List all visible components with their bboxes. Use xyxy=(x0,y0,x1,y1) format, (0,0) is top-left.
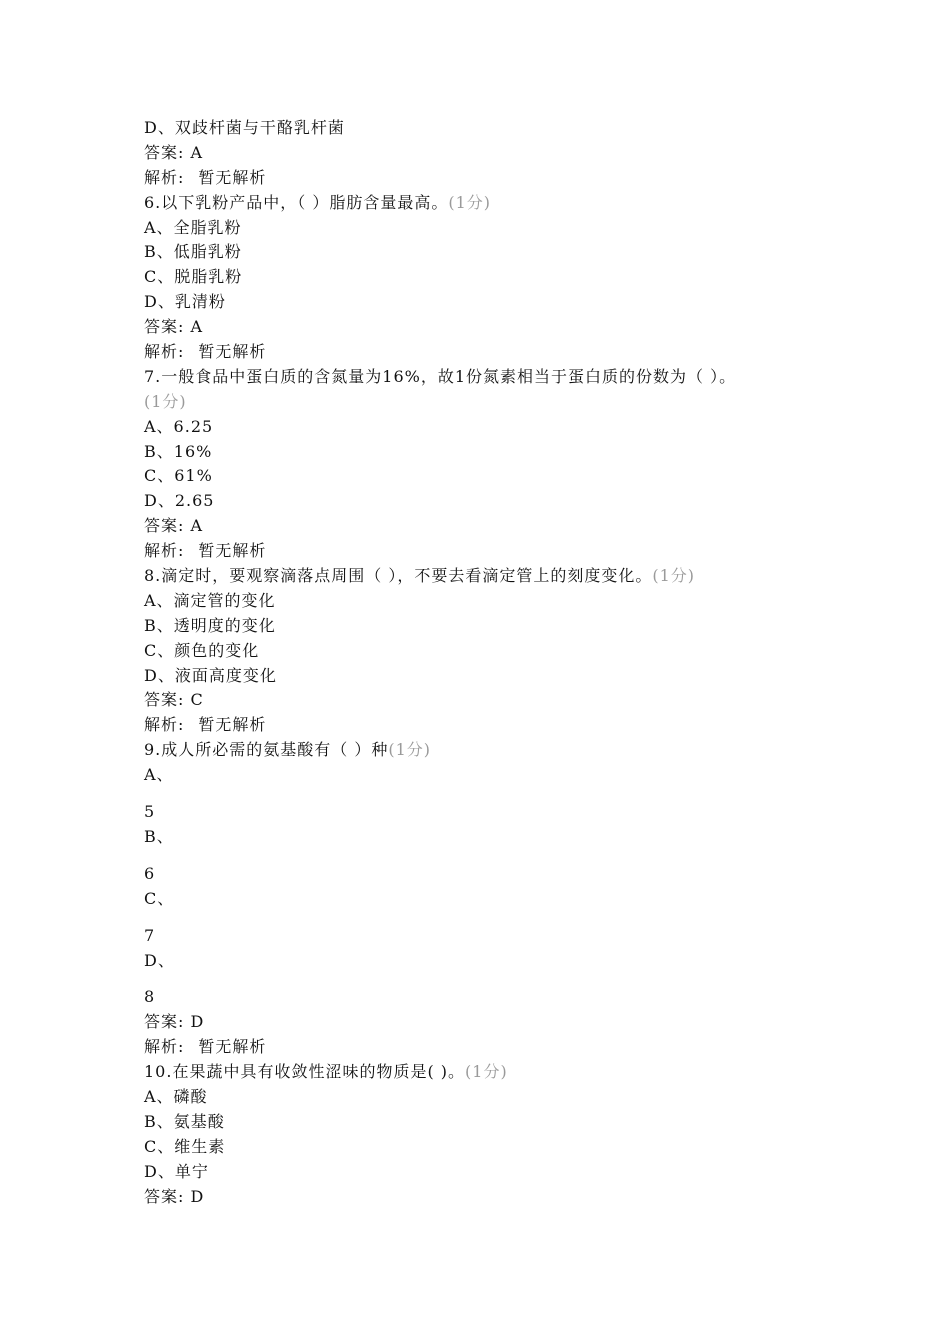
option-d: D、双歧杆菌与干酪乳杆菌 xyxy=(144,118,345,137)
answer: 答案: A xyxy=(144,317,204,337)
analysis-text: 暂无解析 xyxy=(198,342,267,362)
analysis xyxy=(144,1035,844,1060)
analysis-text: 暂无解析 xyxy=(198,541,267,561)
option-c: C、颜色的变化 xyxy=(144,640,260,660)
option-c: C、脱脂乳粉 xyxy=(144,267,243,287)
option-a: A、全脂乳粉 xyxy=(144,217,242,237)
analysis-label: 解析: xyxy=(144,167,185,187)
analysis-text: 暂无解析 xyxy=(198,1037,267,1057)
option-c-value: 7 xyxy=(144,925,156,945)
answer: 答案: D xyxy=(144,1186,205,1206)
option-d-label: D、 xyxy=(144,950,175,970)
option-d: D、乳清粉 xyxy=(144,292,226,312)
question-stem: 9.成人所必需的氨基酸有（ ）种(1分) xyxy=(144,740,432,760)
analysis-text: 暂无解析 xyxy=(198,715,267,735)
option-a-label: A、 xyxy=(144,765,174,785)
answer: 答案: D xyxy=(144,1012,205,1032)
answer: 答案: C xyxy=(144,690,204,710)
option-b: B、透明度的变化 xyxy=(144,615,276,635)
option-c: C、维生素 xyxy=(144,1136,226,1156)
document-page xyxy=(144,116,844,1209)
analysis xyxy=(144,340,844,365)
analysis-label: 解析: xyxy=(144,715,185,735)
answer: 答案: A xyxy=(144,142,204,162)
answer: 答案: A xyxy=(144,516,204,536)
option-a: A、磷酸 xyxy=(144,1086,208,1106)
question-stem: 10.在果蔬中具有收敛性涩味的物质是( )。(1分) xyxy=(144,1062,508,1082)
option-b-value: 6 xyxy=(144,863,156,883)
question-score: (1分) xyxy=(144,391,187,411)
question-stem: 8.滴定时，要观察滴落点周围（ ），不要去看滴定管上的刻度变化。(1分) xyxy=(144,566,696,586)
option-b-label: B、 xyxy=(144,826,174,846)
option-a: A、滴定管的变化 xyxy=(144,590,276,610)
option-b: B、低脂乳粉 xyxy=(144,242,242,262)
question-score: (1分) xyxy=(388,740,432,760)
analysis-label: 解析: xyxy=(144,541,185,561)
question-score: (1分) xyxy=(652,566,696,586)
question-stem: 7.一般食品中蛋白质的含氮量为16%，故1份氮素相当于蛋白质的份数为（ ）。 xyxy=(144,366,737,386)
analysis xyxy=(144,713,844,738)
analysis-label: 解析: xyxy=(144,1037,185,1057)
option-d: D、2.65 xyxy=(144,491,215,511)
analysis-text: 暂无解析 xyxy=(198,167,267,187)
question-score: (1分) xyxy=(465,1062,508,1082)
option-c-label: C、 xyxy=(144,888,175,908)
option-d: D、液面高度变化 xyxy=(144,665,277,685)
option-b: B、氨基酸 xyxy=(144,1111,225,1131)
option-b: B、16% xyxy=(144,441,213,461)
analysis-label: 解析: xyxy=(144,342,185,362)
question-stem: 6.以下乳粉产品中，（ ）脂肪含量最高。(1分) xyxy=(144,192,492,212)
option-d: D、单宁 xyxy=(144,1161,209,1181)
analysis xyxy=(144,166,844,191)
option-c: C、61% xyxy=(144,466,213,486)
question-score: (1分) xyxy=(448,192,492,212)
option-a-value: 5 xyxy=(144,802,156,822)
option-d-value: 8 xyxy=(144,987,156,1007)
analysis xyxy=(144,539,844,564)
option-a: A、6.25 xyxy=(144,416,214,436)
